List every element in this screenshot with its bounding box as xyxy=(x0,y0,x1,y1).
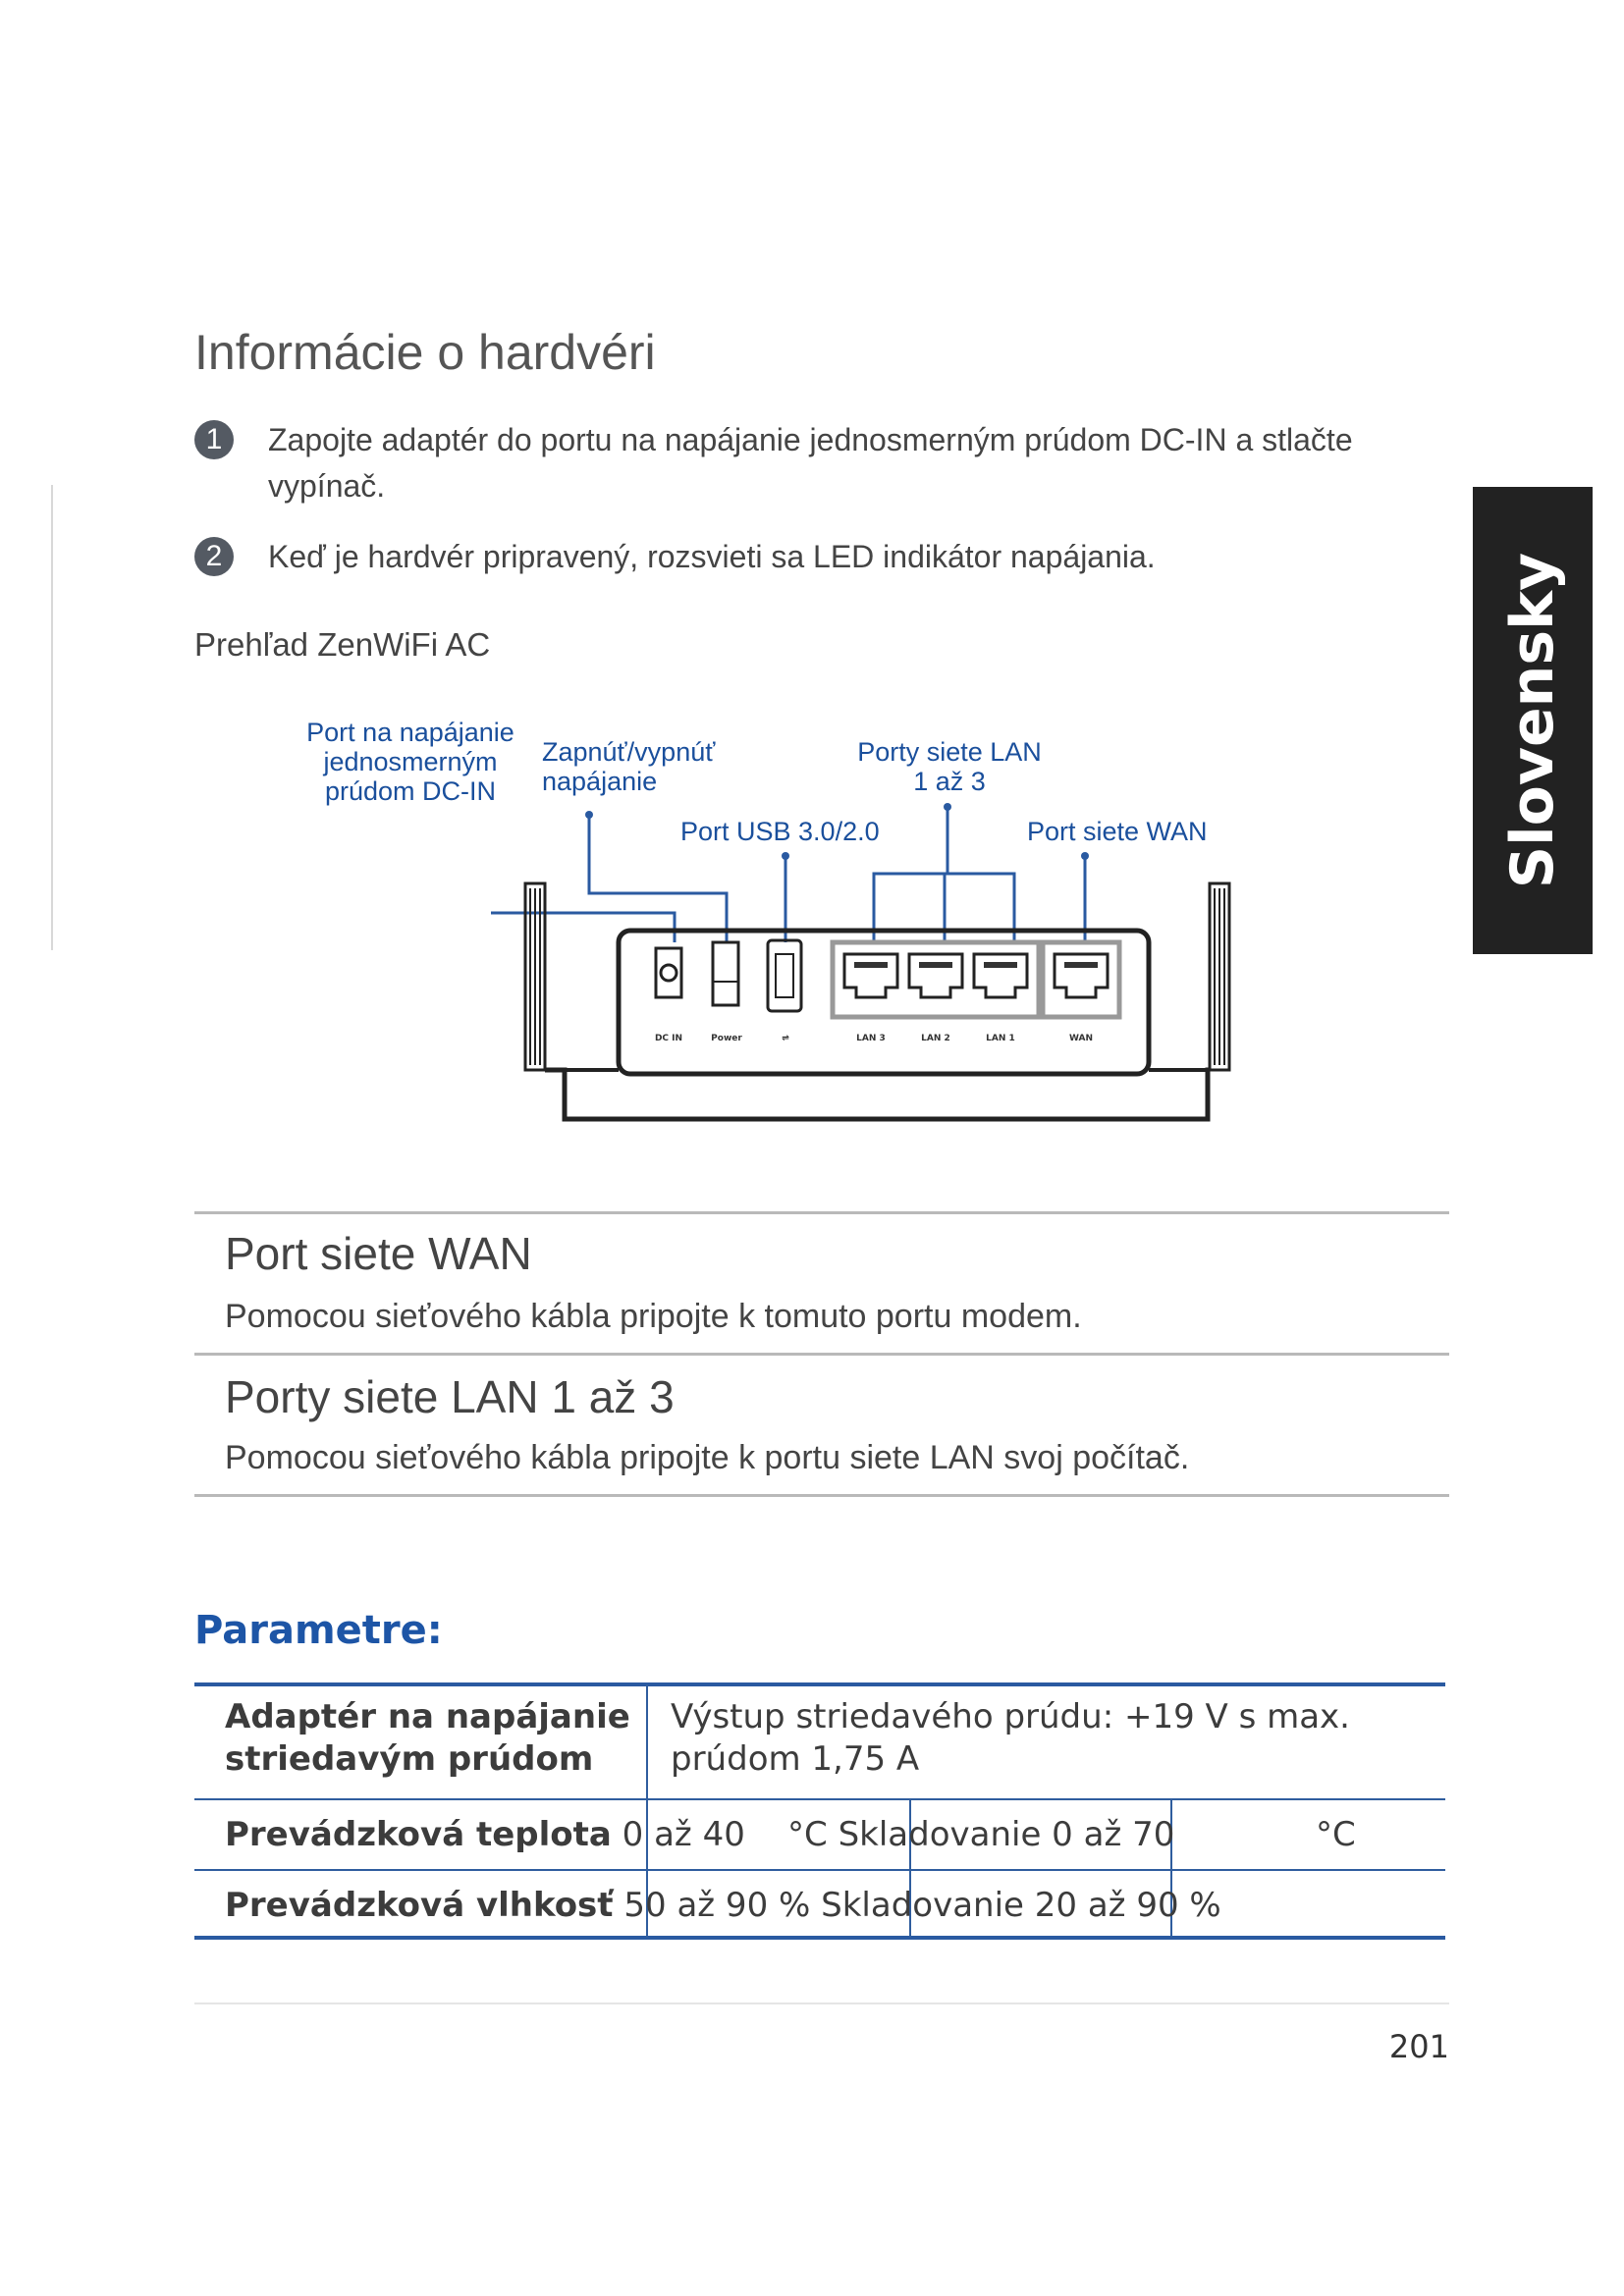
device-label-usb: ⇌ xyxy=(782,1034,789,1043)
label-usb: Port USB 3.0/2.0 xyxy=(680,817,880,846)
step-1 xyxy=(194,417,1427,509)
section-desc-wan: Pomocou sieťového kábla pripojte k tomuto portu modem. xyxy=(225,1298,1082,1335)
temp-storage: °C Skladovanie 0 až 70 xyxy=(787,1815,1175,1854)
section-desc-lan: Pomocou sieťového kábla pripojte k portu siete LAN svoj počítač. xyxy=(225,1439,1190,1476)
humidity-row xyxy=(225,1885,1221,1927)
humidity-storage: Skladovanie 20 až 90 % xyxy=(821,1886,1221,1925)
temp-label: Prevádzková teplota xyxy=(225,1815,612,1854)
humidity-value: 50 až 90 % xyxy=(623,1886,811,1925)
step-text: Zapojte adaptér do portu na napájanie jednosmerným prúdom DC-IN a stlačte vypínač. xyxy=(268,422,1353,504)
language-tab-label: Slovensky xyxy=(1498,552,1567,889)
router-rear-diagram xyxy=(491,775,1276,1129)
adapter-label: Adaptér na napájanie striedavým prúdom xyxy=(225,1697,630,1779)
overview-heading: Prehľad ZenWiFi AC xyxy=(194,626,491,663)
step-number-badge: 1 xyxy=(194,420,234,459)
device-label-lan1: LAN 1 xyxy=(986,1034,1015,1043)
divider xyxy=(194,1211,1449,1214)
leader-power xyxy=(589,815,727,942)
lan1-jack xyxy=(974,954,1027,997)
label-lan: Porty siete LAN 1 až 3 xyxy=(857,737,1042,796)
temp-value: 0 až 40 xyxy=(622,1815,745,1854)
step-text: Keď je hardvér pripravený, rozsvieti sa LED indikátor napájania. xyxy=(268,539,1156,574)
wan-jack xyxy=(1055,954,1108,997)
base xyxy=(545,1070,1210,1119)
lan3-jack xyxy=(844,954,897,997)
label-dcin: Port na napájanie jednosmerným prúdom DC-IN xyxy=(306,718,514,806)
page-title: Informácie o hardvéri xyxy=(194,325,656,380)
usb-port xyxy=(768,940,801,1011)
humidity-label: Prevádzková vlhkosť xyxy=(225,1886,614,1925)
margin-rule xyxy=(51,485,53,950)
port-panel xyxy=(619,931,1149,1074)
power-switch xyxy=(713,942,738,1005)
temp-row xyxy=(225,1814,745,1856)
table-rule xyxy=(194,1869,1445,1871)
device-label-lan3: LAN 3 xyxy=(856,1034,886,1043)
table-rule xyxy=(194,1798,1445,1800)
label-power: Zapnúť/vypnúť napájanie xyxy=(542,737,716,796)
device-label-wan: WAN xyxy=(1068,1034,1094,1043)
params-title: Parametre: xyxy=(194,1608,443,1653)
table-rule-bottom xyxy=(194,1936,1445,1940)
device-label-lan2: LAN 2 xyxy=(921,1034,950,1043)
step-number-badge: 2 xyxy=(194,537,234,576)
section-title-lan: Porty siete LAN 1 až 3 xyxy=(225,1371,675,1422)
footer-rule xyxy=(194,2002,1449,2004)
adapter-value: Výstup striedavého prúdu: +19 V s max. prúdom 1,75 A xyxy=(671,1697,1350,1779)
language-tab xyxy=(1473,487,1593,954)
device-label-dcin: DC IN xyxy=(654,1034,683,1043)
lan2-jack xyxy=(909,954,962,997)
step-2 xyxy=(194,534,1427,580)
divider xyxy=(194,1494,1449,1497)
device-label-power: Power xyxy=(711,1034,742,1043)
temp-storage-unit: °C xyxy=(1316,1815,1356,1854)
label-wan: Port siete WAN xyxy=(1027,817,1208,846)
page-number: 201 xyxy=(1388,2028,1449,2065)
section-title-wan: Port siete WAN xyxy=(225,1228,532,1279)
divider xyxy=(194,1353,1449,1356)
table-rule-top xyxy=(194,1682,1445,1686)
leader-dcin xyxy=(491,807,675,942)
